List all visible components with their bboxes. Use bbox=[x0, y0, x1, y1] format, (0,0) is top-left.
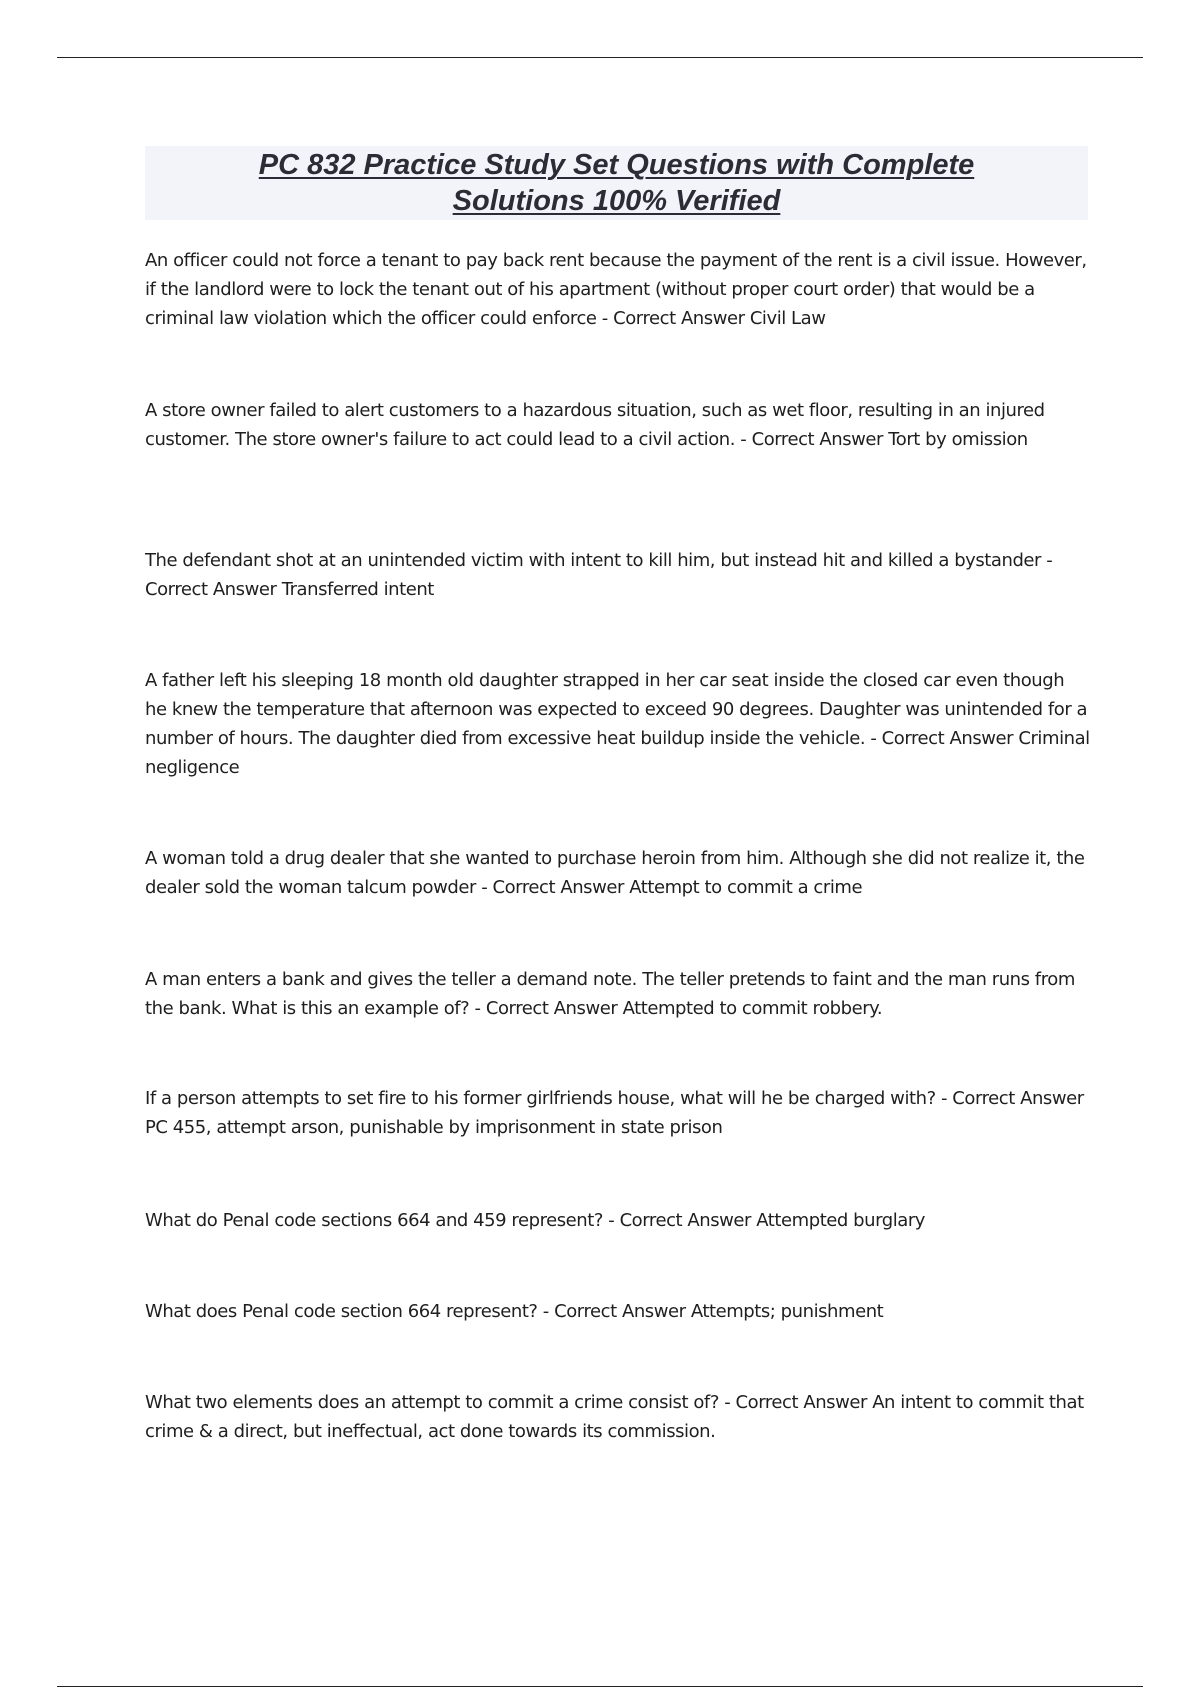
question-answer-2: A store owner failed to alert customers to a hazardous situation, such as wet floor, resulting in an injured customer. The store owner's failure to act could lead to a civil action. - Correct Answer Tort by omission bbox=[145, 400, 1045, 450]
question-answer-10: What two elements does an attempt to commit a crime consist of? - Correct Answer An intent to commit that crime & a direct, but ineffectual, act done towards its commission. bbox=[145, 1392, 1084, 1442]
top-divider bbox=[57, 57, 1143, 58]
question-answer-3: The defendant shot at an unintended victim with intent to kill him, but instead hit and killed a bystander - Correct Answer Transferred intent bbox=[145, 550, 1053, 600]
bottom-divider bbox=[57, 1686, 1143, 1687]
title-line-2: Solutions 100% Verified bbox=[452, 185, 781, 217]
question-answer-1: An officer could not force a tenant to pay back rent because the payment of the rent is a civil issue. However, if the landlord were to lock the tenant out of his apartment (without proper court order) that would be a criminal law violation which the officer could enforce - Correct Answer Civil Law bbox=[145, 250, 1087, 329]
question-answer-9: What does Penal code section 664 represent? - Correct Answer Attempts; punishment bbox=[145, 1301, 884, 1322]
document-title bbox=[145, 146, 1088, 220]
question-answer-5: A woman told a drug dealer that she wanted to purchase heroin from him. Although she did not realize it, the dealer sold the woman talcum powder - Correct Answer Attempt to commit a crime bbox=[145, 848, 1085, 898]
title-line-1: PC 832 Practice Study Set Questions with Complete bbox=[258, 149, 975, 181]
question-answer-4: A father left his sleeping 18 month old daughter strapped in her car seat inside the closed car even though he knew the temperature that afternoon was expected to exceed 90 degrees. Daughter was unintended for a number of hours. The daughter died from excessive heat buildup inside the vehicle. - Correct Answer Criminal negligence bbox=[145, 670, 1090, 778]
question-answer-7: If a person attempts to set fire to his former girlfriends house, what will he be charged with? - Correct Answer PC 455, attempt arson, punishable by imprisonment in state prison bbox=[145, 1088, 1084, 1138]
question-answer-6: A man enters a bank and gives the teller a demand note. The teller pretends to faint and the man runs from the bank. What is this an example of? - Correct Answer Attempted to commit robbery. bbox=[145, 969, 1075, 1019]
question-answer-8: What do Penal code sections 664 and 459 represent? - Correct Answer Attempted burglary bbox=[145, 1210, 926, 1231]
